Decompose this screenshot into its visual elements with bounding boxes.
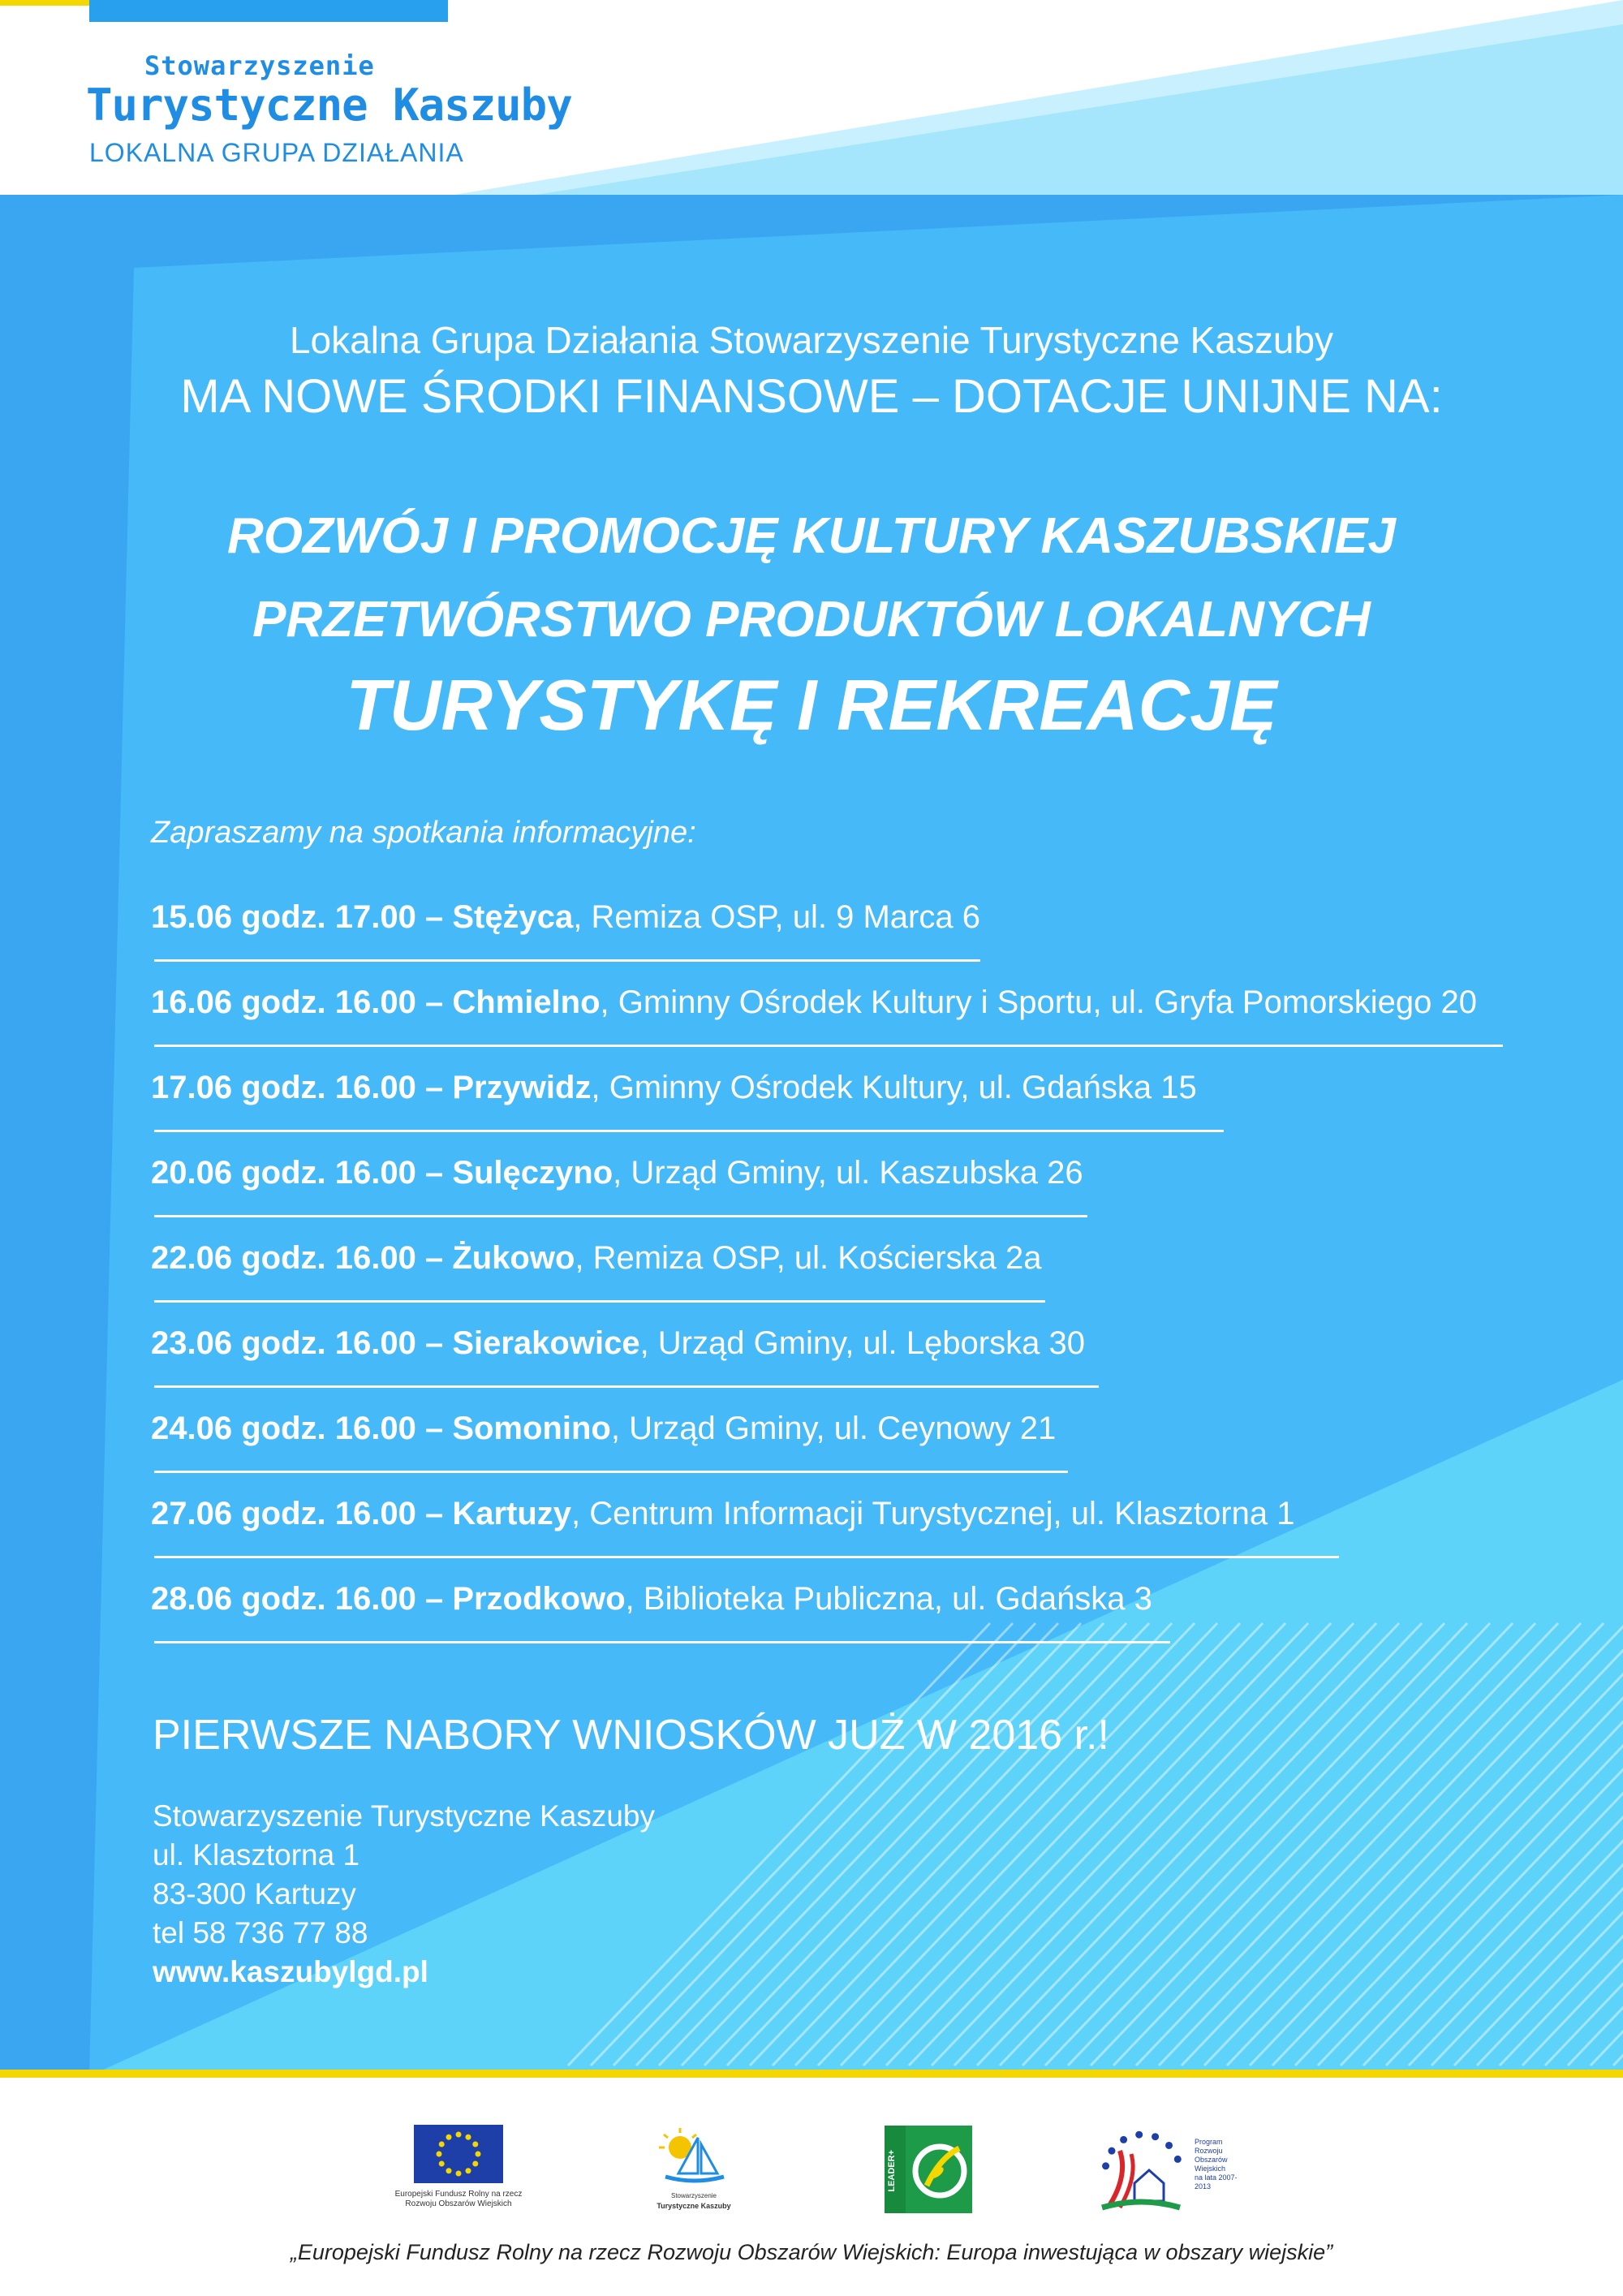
meeting-item xyxy=(151,1155,1083,1191)
meeting-details: , Gminny Ośrodek Kultury i Sportu, ul. Gryfa Pomorskiego 20 xyxy=(600,984,1477,1020)
meeting-when: 27.06 godz. 16.00 – xyxy=(151,1496,453,1531)
meeting-date-place xyxy=(151,1411,611,1446)
contact-city: 83-300 Kartuzy xyxy=(153,1877,356,1910)
nabory-heading: PIERWSZE NABORY WNIOSKÓW JUŻ W 2016 r.! xyxy=(153,1712,1109,1759)
meeting-date-place xyxy=(151,1496,571,1531)
meeting-details: , Remiza OSP, ul. 9 Marca 6 xyxy=(573,899,980,935)
bottom-yellow-bar xyxy=(0,2070,1623,2078)
meeting-place: Somonino xyxy=(452,1411,611,1446)
contact-phone: tel 58 736 77 88 xyxy=(153,1916,368,1949)
meeting-item xyxy=(151,1325,1085,1362)
contact-website-link[interactable]: www.kaszubylgd.pl xyxy=(153,1955,428,1988)
logo-line3: LOKALNA GRUPA DZIAŁANIA xyxy=(89,138,464,167)
meeting-details: , Biblioteka Publiczna, ul. Gdańska 3 xyxy=(625,1581,1152,1617)
meeting-details: , Urząd Gminy, ul. Kaszubska 26 xyxy=(613,1155,1083,1191)
prow-star xyxy=(1174,2156,1182,2163)
meeting-place: Sulęczyno xyxy=(452,1155,613,1191)
meeting-item xyxy=(151,1240,1041,1277)
meeting-details: , Remiza OSP, ul. Kościerska 2a xyxy=(575,1240,1042,1276)
eu-star xyxy=(466,2168,471,2173)
topic-processing: PRZETWÓRSTWO PRODUKTÓW LOKALNYCH xyxy=(252,592,1371,648)
meeting-when: 23.06 godz. 16.00 – xyxy=(151,1325,453,1361)
eu-star xyxy=(446,2134,452,2140)
meeting-place: Żukowo xyxy=(452,1240,575,1276)
meeting-when: 17.06 godz. 16.00 – xyxy=(151,1070,453,1105)
eu-flag-icon xyxy=(414,2125,503,2183)
prow-caption-1: Program xyxy=(1195,2138,1223,2146)
meeting-details: , Urząd Gminy, ul. Lęborska 30 xyxy=(639,1325,1085,1361)
topic-tourism: TURYSTYKĘ I REKREACJĘ xyxy=(346,665,1277,745)
meeting-underline xyxy=(154,1045,1503,1047)
meeting-date-place xyxy=(151,1581,626,1617)
logo-line2: Turystyczne Kaszuby xyxy=(86,80,572,131)
intro-line1: Lokalna Grupa Działania Stowarzyszenie Turystyczne Kaszuby xyxy=(289,319,1334,361)
meeting-place: Przodkowo xyxy=(452,1581,626,1617)
prow-star xyxy=(1165,2142,1173,2149)
meeting-item xyxy=(151,1070,1197,1106)
meeting-underline xyxy=(154,1556,1339,1558)
meeting-item xyxy=(151,1411,1056,1447)
prow-star xyxy=(1152,2133,1159,2140)
eu-caption-1: Europejski Fundusz Rolny na rzecz xyxy=(394,2190,523,2199)
meeting-details: , Centrum Informacji Turystycznej, ul. Klasztorna 1 xyxy=(571,1496,1295,1531)
meeting-date-place xyxy=(151,899,573,935)
prow-emblem-icon xyxy=(1096,2126,1185,2216)
eu-star xyxy=(446,2168,452,2173)
eu-star xyxy=(472,2161,478,2167)
prow-star xyxy=(1120,2136,1127,2143)
eu-star xyxy=(439,2142,445,2147)
eu-star xyxy=(456,2132,462,2138)
contact-street: ul. Klasztorna 1 xyxy=(153,1838,360,1872)
meeting-item xyxy=(151,1581,1152,1618)
meeting-when: 24.06 godz. 16.00 – xyxy=(151,1411,453,1446)
meeting-date-place xyxy=(151,1155,613,1191)
prow-logo xyxy=(1096,2126,1242,2216)
meeting-place: Chmielno xyxy=(452,984,601,1020)
meeting-place: Stężyca xyxy=(452,899,574,935)
meeting-underline xyxy=(154,1641,1170,1643)
meeting-item xyxy=(151,1496,1294,1532)
meeting-when: 16.06 godz. 16.00 – xyxy=(151,984,453,1020)
meeting-place: Sierakowice xyxy=(452,1325,640,1361)
footer-slogan: „Europejski Fundusz Rolny na rzecz Rozwoju Obszarów Wiejskich: Europa inwestująca w obszary wiejskie” xyxy=(290,2240,1333,2264)
prow-caption-3: Obszarów xyxy=(1195,2156,1228,2164)
eu-star xyxy=(466,2134,471,2140)
meeting-item xyxy=(151,899,980,936)
logo-line1: Stowarzyszenie xyxy=(144,50,375,81)
prow-caption-4: Wiejskich xyxy=(1195,2165,1226,2173)
meeting-when: 15.06 godz. 17.00 – xyxy=(151,899,453,935)
meeting-underline xyxy=(154,1300,1045,1303)
eu-caption-2: Rozwoju Obszarów Wiejskich xyxy=(405,2199,512,2208)
meeting-item xyxy=(151,984,1477,1021)
meeting-underline xyxy=(154,1385,1099,1388)
eu-logo xyxy=(377,2125,540,2209)
meeting-place: Kartuzy xyxy=(452,1496,572,1531)
top-blue-bar xyxy=(89,0,448,22)
meeting-date-place xyxy=(151,1070,591,1105)
sailboat-icon xyxy=(649,2126,738,2186)
prow-star xyxy=(1102,2162,1109,2169)
leader-logo xyxy=(885,2126,972,2213)
meeting-underline xyxy=(154,1130,1224,1132)
eu-star xyxy=(472,2142,478,2147)
meeting-underline xyxy=(154,959,980,962)
eu-star xyxy=(437,2152,442,2157)
meeting-place: Przywidz xyxy=(452,1070,592,1105)
meeting-date-place xyxy=(151,984,601,1020)
stk-caption-1: Stowarzyszenie xyxy=(670,2192,717,2199)
meeting-when: 20.06 godz. 16.00 – xyxy=(151,1155,453,1191)
leader-label: LEADER+ xyxy=(887,2150,897,2192)
stk-caption-2: Turystyczne Kaszuby xyxy=(657,2202,731,2210)
eu-star xyxy=(456,2171,462,2177)
topic-culture: ROZWÓJ I PROMOCJĘ KULTURY KASZUBSKIEJ xyxy=(227,508,1396,564)
meeting-underline xyxy=(154,1471,1068,1473)
prow-caption-2: Rozwoju xyxy=(1195,2147,1223,2155)
intro-line2: MA NOWE ŚRODKI FINANSOWE – DOTACJE UNIJNE NA: xyxy=(180,370,1443,423)
prow-caption-5: na lata 2007-2013 xyxy=(1195,2173,1238,2190)
eu-star xyxy=(476,2152,481,2157)
meeting-details: , Gminny Ośrodek Kultury, ul. Gdańska 15 xyxy=(591,1070,1197,1105)
prow-star xyxy=(1135,2131,1143,2139)
stk-logo xyxy=(641,2126,747,2211)
meeting-details: , Urząd Gminy, ul. Ceynowy 21 xyxy=(610,1411,1057,1446)
eu-star xyxy=(439,2161,445,2167)
meeting-date-place xyxy=(151,1325,640,1361)
meeting-when: 28.06 godz. 16.00 – xyxy=(151,1581,453,1617)
top-yellow-bar xyxy=(0,0,89,6)
meeting-underline xyxy=(154,1215,1087,1217)
contact-org: Stowarzyszenie Turystyczne Kaszuby xyxy=(153,1799,655,1833)
prow-star xyxy=(1108,2147,1115,2155)
invite-text: Zapraszamy na spotkania informacyjne: xyxy=(151,816,696,850)
meeting-date-place xyxy=(151,1240,575,1276)
meeting-when: 22.06 godz. 16.00 – xyxy=(151,1240,453,1276)
